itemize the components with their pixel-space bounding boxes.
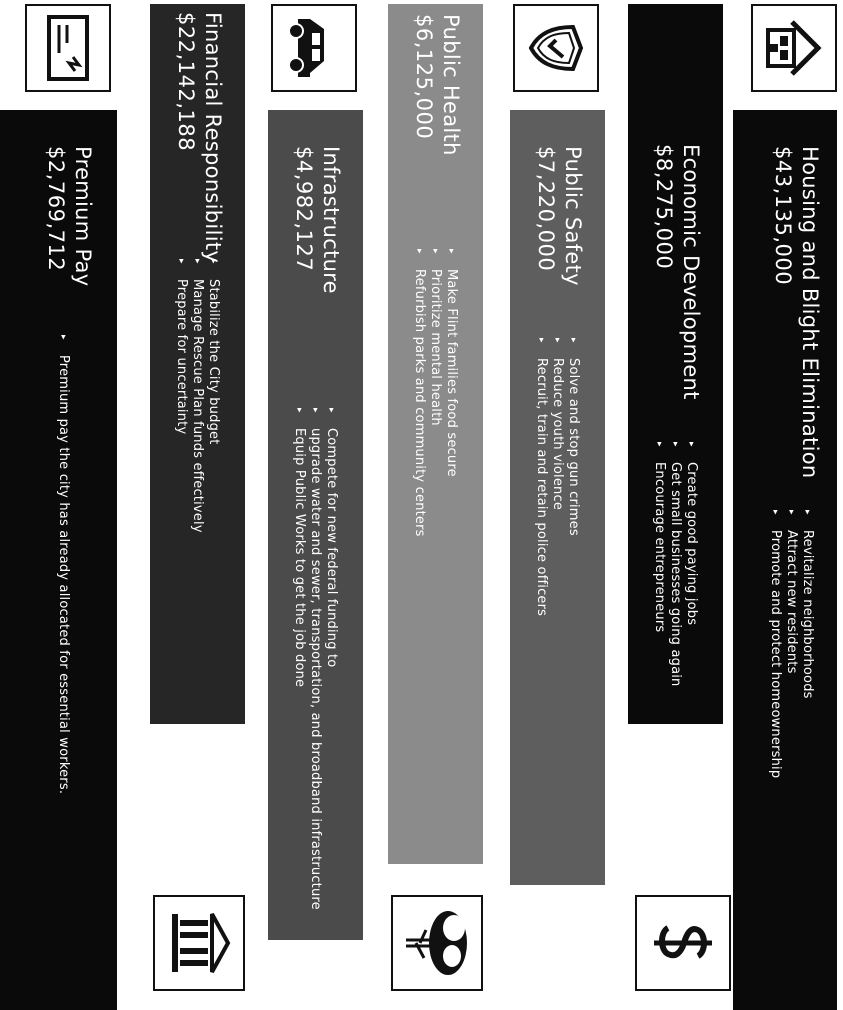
band-safety [510,110,605,885]
house-icon [751,4,837,92]
category-row-economic [623,0,723,1010]
bullet: ▸ Create good paying jobs [683,442,699,687]
infrastructure-title: Infrastructure [319,146,343,294]
category-row-financial [145,0,245,1010]
band-health [388,4,483,864]
bullet: ▸ Attract new residents [783,510,799,778]
financial-bullets [173,259,221,533]
bullet: ▸ Revitalize neighborhoods [799,510,815,778]
bullet: ▸ Recruit, train and retain police officers [533,338,549,616]
bullet: ▸ Prioritize mental health [427,249,443,537]
financial-amount: $22,142,188 [174,12,198,152]
band-economic [628,4,723,724]
band-infrastructure [268,110,363,940]
category-row-safety [505,0,605,1010]
tree-icon [391,895,483,991]
bullet: ▸ Refurbish parks and community centers [411,249,427,537]
housing-title: Housing and Blight Elimination [798,146,822,479]
shield-icon [513,4,599,92]
bullet: ▸ Promote and protect homeownership [767,510,783,778]
safety-title: Public Safety [561,146,585,286]
infrastructure-bullets [291,408,339,910]
band-premium [0,110,117,1010]
bullet: ▸ Manage Rescue Plan funds effectively [189,259,205,533]
health-title: Public Health [439,14,463,156]
bullet: ▸ Reduce youth violence [549,338,565,616]
bullet: ▸ Make Flint families food secure [443,249,459,537]
bullet: ▸ Premium pay the city has already allocated for essential workers. [55,335,71,794]
bullet: ▸ Solve and stop gun crimes [565,338,581,616]
safety-amount: $7,220,000 [534,146,558,272]
premium-title: Premium Pay [71,146,95,287]
premium-bullets [55,335,71,794]
category-row-infrastructure [263,0,363,1010]
bullet: ▸ Encourage entrepreneurs [651,442,667,687]
category-row-health [383,0,483,1010]
housing-bullets [767,510,815,778]
safety-bullets [533,338,581,616]
band-housing [733,110,837,1010]
category-row-housing [733,0,843,1010]
financial-title: Financial Responsibility [201,12,225,264]
premium-amount: $2,769,712 [44,146,68,272]
bank-icon [153,895,245,991]
infrastructure-amount: $4,982,127 [292,146,316,272]
health-bullets [411,249,459,537]
bullet: ▸ Compete for new federal funding to [323,408,339,910]
bullet: ▸ Prepare for uncertainty [173,259,189,533]
car-icon [271,4,357,92]
health-amount: $6,125,000 [412,14,436,140]
economic-title: Economic Development [679,144,703,400]
bullet: ▸ upgrade water and sewer, transportation, and broadband infrastructure [307,408,323,910]
category-row-premium [0,0,117,1010]
dollar-icon [635,895,731,991]
band-financial [150,4,245,724]
economic-bullets [651,442,699,687]
bullet: ▸ Get small businesses going again [667,442,683,687]
economic-amount: $8,275,000 [652,144,676,270]
housing-amount: $43,135,000 [771,146,795,286]
bullet: ▸ Stabilize the City budget [205,259,221,533]
bullet: ▸ Equip Public Works to get the job done [291,408,307,910]
check-icon [25,4,111,92]
